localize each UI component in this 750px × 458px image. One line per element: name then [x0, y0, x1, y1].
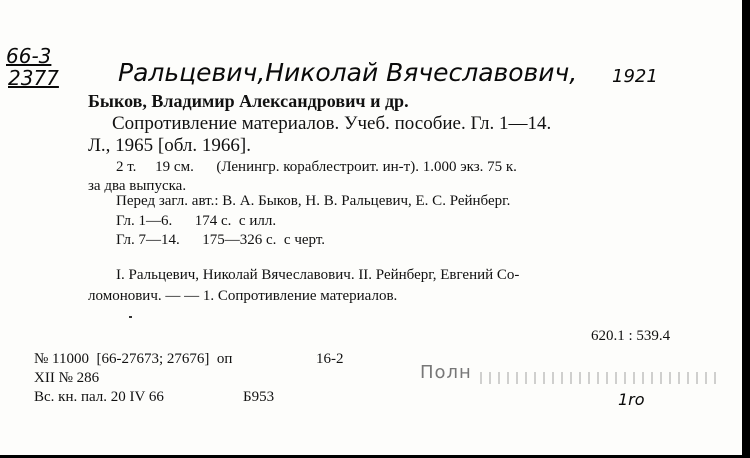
record-code: 16-2 — [316, 351, 344, 367]
record-line3: Вс. кн. пал. 20 IV 66 — [34, 389, 164, 405]
record-code2: Б953 — [243, 389, 275, 405]
ink-speck — [129, 316, 132, 318]
handwritten-author-note: Ральцевич,Николай Вячеславович, — [118, 58, 578, 87]
card-author-note: Перед загл. авт.: В. А. Быков, Н. В. Ральцевич, Е. С. Рейнберг. — [116, 193, 511, 209]
card-heading: Быков, Владимир Александрович и др. — [88, 91, 409, 111]
card-description-line1: 2 т. 19 см. (Ленингр. кораблестроит. ин-т). 1.000 экз. 75 к. — [116, 159, 517, 175]
card-tracing-line1: I. Ральцевич, Николай Вячеславович. II. Рейнберг, Евгений Со- — [116, 267, 520, 283]
handwritten-call-number-top: 66-3 — [6, 44, 52, 68]
faint-stamp-remnant — [480, 372, 720, 384]
card-description-line2: за два выпуска. — [88, 178, 187, 194]
card-edge-right — [742, 0, 750, 458]
record-line2: XII № 286 — [34, 370, 100, 386]
card-title-line2: Л., 1965 [обл. 1966]. — [88, 135, 251, 156]
handwritten-corner-note: 1ro — [618, 390, 645, 409]
faint-stamp-text: Полн — [420, 362, 472, 383]
handwritten-call-number-bottom: 2377 — [8, 66, 59, 90]
card-volume-1: Гл. 1—6. 174 с. с илл. — [116, 213, 277, 229]
card-title-line1: Сопротивление материалов. Учеб. пособие. Гл. 1—14. — [112, 113, 552, 134]
udc-classification: 620.1 : 539.4 — [591, 328, 671, 344]
card-tracing-line2: ломонович. — — 1. Сопротивление материалов. — [88, 288, 398, 304]
handwritten-year-note: 1921 — [612, 66, 658, 87]
card-volume-2: Гл. 7—14. 175—326 с. с черт. — [116, 232, 326, 248]
record-number: № 11000 [66-27673; 27676] оп — [34, 351, 233, 367]
